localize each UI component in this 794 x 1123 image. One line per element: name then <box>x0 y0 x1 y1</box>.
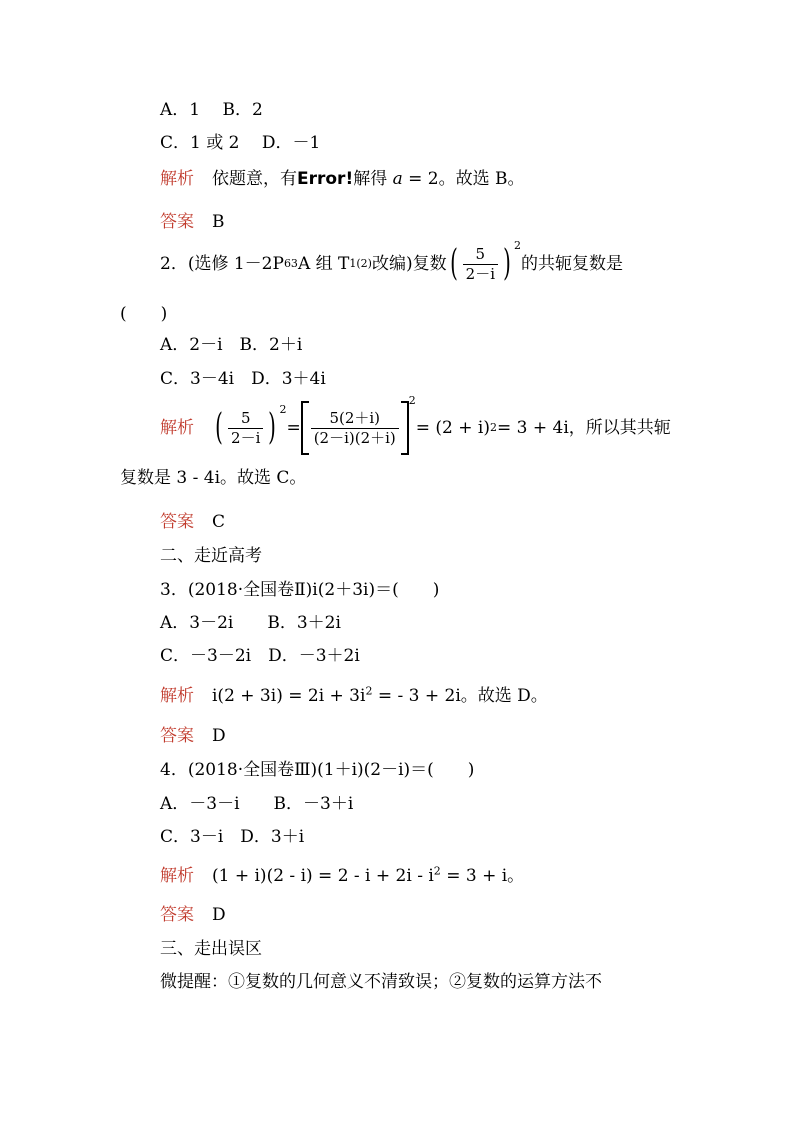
q2-answer <box>160 514 225 531</box>
answer-label: 答案 <box>160 512 194 532</box>
q2-analysis: 解析 ( $\frac{5}{2-i}$ ) 2 = $\frac{5(2+i)}{(2-i)(2+i)}$ 2 = (2 + i) 2 = 3 + 4i，所以其共轭 <box>160 401 671 455</box>
q2-an-exp1: 2 <box>279 403 287 416</box>
q3-an-a: i(2 + 3i) = 2i + 3i <box>212 686 366 706</box>
answer-label: 答案 <box>160 905 194 925</box>
q1-analysis <box>160 171 525 188</box>
section-heading-3: 三、走出误区 <box>160 939 262 959</box>
q1-analysis-mid: 解得 <box>353 169 388 189</box>
q1-analysis-error: Error! <box>297 169 354 189</box>
analysis-label: 解析 <box>160 169 194 189</box>
q4-an-b: = 3 + i。 <box>440 866 525 886</box>
q1-options-ab: A．1 B．2 <box>160 100 263 120</box>
q1-options-cd: C．1 或 2 D．－1 <box>160 133 321 153</box>
q2-an-frac1-num: 5 <box>228 411 263 429</box>
q2-head-a: 2．(选修 1－2P <box>160 253 284 274</box>
q2-an-eq1: = <box>286 417 301 438</box>
q1-analysis-pre: 依题意，有 <box>212 169 297 189</box>
q1-answer-value: B <box>212 212 225 232</box>
q2-an-exp2: 2 <box>408 394 416 407</box>
tip-text: 微提醒：①复数的几何意义不清致误；②复数的运算方法不 <box>160 972 602 992</box>
q3-answer-value: D <box>212 726 226 746</box>
q2-an-frac1-den: 2－i <box>231 428 261 447</box>
analysis-label: 解析 <box>160 686 194 706</box>
q2-frac-den: 2－i <box>465 264 495 283</box>
q2-options-ab: A．2－i B．2＋i <box>160 335 303 355</box>
q3-answer <box>160 728 226 745</box>
q3-analysis <box>160 684 548 706</box>
q4-options-cd: C．3－i D．3＋i <box>160 827 305 847</box>
q3-an-b: = - 3 + 2i。故选 D。 <box>372 686 548 706</box>
q2-frac-num: 5 <box>463 247 498 265</box>
answer-label: 答案 <box>160 726 194 746</box>
section-heading-2: 二、走近高考 <box>160 546 262 566</box>
q2-an-frac2-num: 5(2＋i) <box>311 411 399 429</box>
q3-options-cd: C．－3－2i D．－3＋2i <box>160 646 360 666</box>
q2-an-tail2: = 3 + 4i，所以其共轭 <box>497 417 671 438</box>
q4-an-a: (1 + i)(2 - i) = 2 - i + 2i - i <box>212 866 434 886</box>
q2-paren: ( ) <box>120 304 168 324</box>
q3-an-exp: 2 <box>365 684 373 698</box>
q4-an-exp: 2 <box>433 864 441 878</box>
q2-fraction: ( $\frac{5}{2-i}$ ) 2 <box>449 239 522 284</box>
q4-answer-value: D <box>212 905 226 925</box>
answer-label: 答案 <box>160 212 194 232</box>
q2-head-d: 的共轭复数是 <box>521 253 624 274</box>
q2-an-frac2-den: (2－i)(2＋i) <box>313 428 396 447</box>
q1-answer <box>160 214 225 231</box>
analysis-label: 解析 <box>160 417 194 438</box>
q1-analysis-post: = 2。故选 B。 <box>402 169 525 189</box>
q3-options-ab: A．3－2i B．3＋2i <box>160 613 341 633</box>
q2-head: 2．(选修 1－2P 63 A 组 T 1(2) 改编)复数 ( $\frac{5}{2-i}$ ) 2 的共轭复数是 <box>160 239 624 284</box>
q2-an-tail: = (2 + i) <box>415 417 490 438</box>
q2-answer-value: C <box>212 512 226 532</box>
q2-exp: 2 <box>514 239 522 252</box>
q4-head: 4．(2018·全国卷Ⅲ)(1＋i)(2－i)＝( ) <box>160 760 475 780</box>
analysis-label: 解析 <box>160 866 194 886</box>
q2-analysis-line2: 复数是 3 - 4i。故选 C。 <box>120 468 307 488</box>
q1-analysis-var: a <box>392 169 403 189</box>
q4-options-ab: A．－3－i B．－3＋i <box>160 794 354 814</box>
q2-options-cd: C．3－4i D．3＋4i <box>160 369 326 389</box>
q2-head-c: 改编)复数 <box>371 253 447 274</box>
q4-answer <box>160 907 226 924</box>
q3-head: 3．(2018·全国卷Ⅱ)i(2＋3i)＝( ) <box>160 580 440 600</box>
q2-head-b: A 组 T <box>297 253 350 274</box>
q4-analysis <box>160 864 525 886</box>
